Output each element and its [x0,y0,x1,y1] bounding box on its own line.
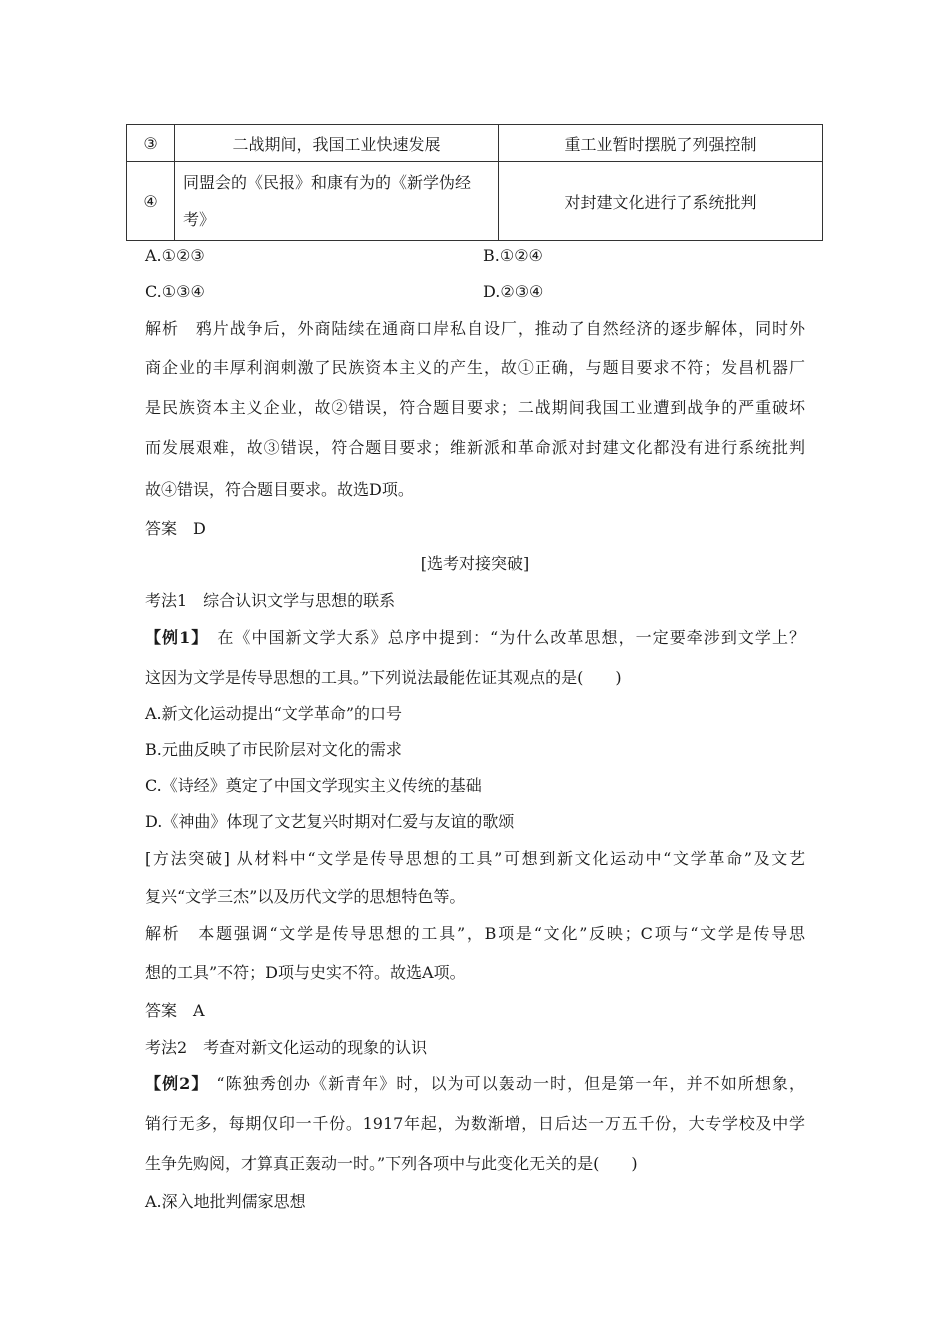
example-label: 【例1】 [145,628,209,647]
example-stem [145,1073,805,1095]
analysis-line: 故④错误，符合题目要求。故选D项。 [145,480,414,499]
result-cell: 对封建文化进行了系统批判 [499,162,823,241]
answer: 答案 A [145,1001,205,1020]
analysis-line: 解析 鸦片战争后，外商陆续在通商口岸私自设厂，推动了自然经济的逐步解体，同时外 [145,319,805,338]
example-stem-text: “陈独秀创办《新青年》时，以为可以轰动一时，但是第一年，并不如所想象， [216,1074,805,1093]
result-cell: 重工业暂时摆脱了列强控制 [499,125,823,162]
answer: 答案 D [145,519,206,538]
example-stem-line: 生争先购阅，才算真正轰动一时。”下列各项中与此变化无关的是( ) [145,1154,638,1173]
method-title: 考法2 考查对新文化运动的现象的认识 [145,1038,428,1057]
method-tip-line: [方法突破] 从材料中“文学是传导思想的工具”可想到新文化运动中“文学革命”及文艺 [145,849,805,868]
option-b: B.元曲反映了市民阶层对文化的需求 [145,740,402,759]
method-tip-line: 复兴“文学三杰”以及历代文学的思想特色等。 [145,887,466,906]
comparison-table [126,124,823,241]
analysis-line: 解析 本题强调“文学是传导思想的工具”，B项是“文化”反映；C项与“文学是传导思 [145,924,805,943]
method-title: 考法1 综合认识文学与思想的联系 [145,591,396,610]
example-stem-line: 这因为文学是传导思想的工具。”下列说法最能佐证其观点的是( ) [145,668,622,687]
table-row [127,162,823,241]
event-line: 考》 [183,210,216,229]
event-cell [175,162,499,241]
event-line: 同盟会的《民报》和康有为的《新学伪经 [183,173,472,192]
analysis-line: 是民族资本主义企业，故②错误，符合题目要求；二战期间我国工业遭到战争的严重破坏 [145,398,805,417]
option-a: A.新文化运动提出“文学革命”的口号 [145,704,403,723]
option-a: A.深入地批判儒家思想 [145,1192,306,1211]
example-stem [145,627,805,649]
example-stem-line: 销行无多，每期仅印一千份。1917年起，为数渐增，日后达一万五千份，大专学校及中学 [145,1114,805,1133]
analysis-line: 想的工具”不符；D项与史实不符。故选A项。 [145,963,466,982]
event-cell: 二战期间，我国工业快速发展 [175,125,499,162]
example-stem-text: 在《中国新文学大系》总序中提到：“为什么改革思想，一定要牵涉到文学上？ [216,628,805,647]
option-b: B.①②④ [483,246,543,265]
option-c: C.①③④ [145,282,205,301]
row-number: ④ [127,162,175,241]
option-d: D.《神曲》体现了文艺复兴时期对仁爱与友谊的歌颂 [145,812,515,831]
analysis-line: 商企业的丰厚利润刺激了民族资本主义的产生，故①正确，与题目要求不符；发昌机器厂 [145,358,805,377]
option-d: D.②③④ [483,282,544,301]
analysis-line: 而发展艰难，故③错误，符合题目要求；维新派和革命派对封建文化都没有进行系统批判 [145,438,805,457]
table-row [127,125,823,162]
example-label: 【例2】 [145,1074,209,1093]
section-title: [选考对接突破] [420,554,530,573]
row-number: ③ [127,125,175,162]
option-c: C.《诗经》奠定了中国文学现实主义传统的基础 [145,776,482,795]
option-a: A.①②③ [145,246,205,265]
